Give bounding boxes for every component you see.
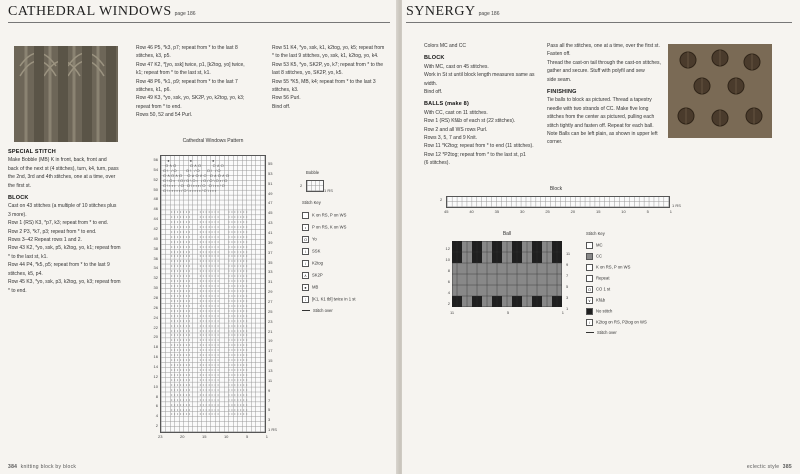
instructions-col-2: Row 46 P5, *k3, p7; repeat from * to the last 8 stitches, k3, p5. Row 47 K2, *[yo, ssk] twice, p1, [k2tog, yo] twice, k1; repeat from * to the last st, k1. Row 48 P6, *k1, p9; repeat from * to the last 7 stitches, k1, p6. Row 49 K3, *yo, ssk, yo, SK2P, yo, k2tog, yo, k3; repeat from * to end. Rows 50, 52 and 54 Purl. [136,45,245,119]
stitch-key-title: Stitch Key [302,200,321,205]
synergy-instructions-col-2: Pass all the stitches, one at a time, over the first st. Fasten off. Thread the cast-on tail through the cast-on stitches, gather and secure. Stuff with polyfil and sew side seam. FINISHING Tie balls to block as pictured. Thread a tapestry needle with two strands of CC. Make five long stitches from the center as pictured, pulling each stitch tightly and fasten off. Repeat for each ball. Note Balls can be left plain, as shown in upper left corner. [547,42,673,147]
ball-chart-grid [452,241,562,307]
stitch-over-line-icon [586,332,594,333]
synergy-instructions-col-1: Colors MC and CC BLOCK With MC, cast on 45 stitches. Work in St st until block length measures same as width. Bind off. BALLS (make 8) With CC, cast on 11 stitches. Row 1 (RS) Kf&b of each st (22 stitches). Row 2 and all WS rows Purl. Rows 3, 5, 7 and 9 Knit. Row 11 *K2tog; repeat from * to end (11 stitches). Row 12 *P2tog; repeat from * to the last st, p1 (6 stitches). [424,42,548,168]
ball-chart-left-numbers: 12 10 8 6 4 2 [445,246,450,306]
title-rule [8,22,390,23]
stitch-key-item: ■ No stitch [586,308,612,315]
stitch-key-item: Stitch over [302,308,333,313]
special-stitch-heading: SPECIAL STITCH [8,149,56,155]
stitch-key-item: / K2tog [302,260,323,267]
chart-top-motifs: ● ● ● O∧O O∧O O∧O O\ /O O\ /O O\ /O O∧O∧O O∧O∧O O∧O∧O O\O• /O/O\O• /O/O\O•/O O\••• /O O\•••/O O\••/O O\•••••/O\•••••/O\••• [163,158,230,193]
ball-chart-bottom-numbers: 11 5 1 [450,310,564,315]
synergy-swatch-photo [668,44,772,138]
right-footer: eclectic style 385 [746,464,792,470]
bobble-title: Bobble [306,170,320,175]
finishing-heading: FINISHING [547,89,577,96]
left-page: CATHEDRAL WINDOWS page 186 SPECIAL STITCH Make Bobble (MB) K in front, back, front and back of the next st (4 stitches), turn, k4, turn, pass the 2nd, 3rd and 4th stitches, one at a time, over the first st. BLOCK Cast on 43 stitches (a multiple of 10 stitches plus 3 more). Row 1 (RS) K3, *p7, k3; repeat from * to end. Row 2 P3, *k7, p3; repeat from * to end. Rows 3–42 Repeat rows 1 and 2. Row 43 K2, *yo, ssk, p5, k2tog, yo, k1; repeat from * to the last st, k1. Row 44 P4, *k5, p5; repeat from * to the last 9 stitches, k5, p4. Row 45 K3, *yo, ssk, p3, k2tog, yo, k3; repeat from * to end. Row 46 P5, *k3, p7; repeat from * to the last 8 stitches, k3, p5. Row 47 K2, *[yo, ssk] twice, p1, [k2tog, yo] twice, k1; repeat from * to the last st, k1. Row 48 P6, *k1, p9; repeat from * to the last 7 stitches, k1, p6. Row 49 K3, *yo, ssk, yo, SK2P, yo, k2tog, yo, k3; repeat from * to end. Rows 50, 52 and 54 Purl. Row 51 K4, *yo, ssk, k1, k2tog, yo, k5; repeat from * to the last 9 stitches, yo, ssk, k1, k2tog, yo, k4. Row 53 K5, *yo, SK2P, yo, k7; repeat from * to the last 8 stitches, yo, SK2P, yo, k5. Row 55 *K5, MB, k4; repeat from * to the last 3 stitches, k3. Row 56 Purl. Bind off. Cathedral Windows Pattern ● ● ● O∧O O∧O O∧O O\ /O O\ /O O\ /O O∧O∧O O∧O∧O O∧O∧O O\O• /O/O\O• /O/O\O•/O O\••• /O O\•••/O O\••/O O\•••••/O\•••••/O\••• ••••••• ••••••• ••••••• ••••••• ••••••• ••••••• ••••••• ••••••• ••••••• ••••••• ••••••• ••••••• ••••••• ••••••• ••••••• ••••••• ••••••• ••••••• ••••••• ••••••• ••••••• ••••••• ••••••• ••••••• ••••••• ••••••• ••••••• ••••••• ••••••• ••••••• ••••••• ••••••• ••••••• ••••••• ••••••• ••••••• ••••••• ••••••• ••••••• ••••••• ••••••• ••••••• ••••••• ••••••• ••••••• ••••••• ••••••• ••••••• ••••••• ••••••• ••••••• ••••••• ••••••• ••••••• ••••••• ••••••• ••••••• ••••••• ••••••• ••••••• ••••••• ••••••• ••••••• ••••••• ••••••• ••••••• ••••••• ••••••• ••••••• ••••••• ••••••• ••••••• ••••••• ••••••• ••••••• ••••••• ••••••• ••••••• ••••••• ••••••• ••••••• ••••••• ••••••• ••••••• ••••••• ••••••• ••••••• ••••••• ••••••• ••••••• ••••••• ••••••• ••••••• ••••••• ••••••• ••••••• ••••••• ••••••• ••••••• ••••••• ••••••• ••••••• ••••••• ••••••• ••••••• ••••••• ••••••• ••••••• ••••••• ••••••• ••••••• ••••••• ••••••• ••••••• ••••••• ••••••• ••••••• ••••••• ••••••• ••••••• ••••••• ••••••• ••••••• ••••••• ••••••• ••••••• 56 54 52 50 48 46 44 42 40 38 36 34 32 30 28 26 24 22 20 18 16 14 12 10 8 6 4 2 55 53 51 49 47 45 43 41 39 37 35 33 31 29 27 25 23 21 19 17 15 13 11 9 7 5 3 1 RS 23 20 15 10 5 1 Bobble 2 1 RS Stitch Key K on RS, P on WS • P on RS, K on WS O Yo \ SSK / K2tog ∧ SK2P ● MB ⁞ [K1, K1 tbl] twice in 1 st Stitch over 384 knitting block by block [0,0,398,474]
stitch-key-item: O Yo [303,236,317,242]
block-chart-title: Block [549,186,563,192]
block-chart-bottom-numbers: 45 40 35 30 25 20 15 10 5 1 [444,209,672,214]
stitch-key-item: ● MB [302,284,318,291]
page-ref: page 186 [174,11,196,17]
chart-bottom-stitch-numbers: 23 20 15 10 5 1 [158,434,268,439]
chart-left-row-numbers: 56 54 52 50 48 46 44 42 40 38 36 34 32 30 28 26 24 22 20 18 16 14 12 10 8 6 4 2 [153,157,158,429]
stitch-key-title: Stitch Key [586,231,605,236]
stitch-key-item: ■ CC [586,253,602,260]
stitch-key-item: \ SSK [302,248,320,255]
cathedral-windows-chart-grid [160,155,266,433]
stitch-key-item: O CO 1 st [587,286,611,292]
block-heading: BLOCK [8,195,29,202]
ball-chart-title: Ball [502,231,512,237]
instructions-col-3: Row 51 K4, *yo, ssk, k1, k2tog, yo, k5; repeat from * to the last 9 stitches, yo, ssk, k1, k2tog, yo, k4. Row 53 K5, *yo, SK2P, yo, k7; repeat from * to the last 8 stitches, yo, SK2P, yo, k5. Row 55 *K5, MB, k4; repeat from * to the last 3 stitches, k3. Row 56 Purl. Bind off. [272,45,385,110]
stitch-key-item: Stitch over [586,330,617,335]
stitch-key-item: ∧ SK2P [302,272,323,279]
stitch-key-item: K on RS, P on WS [302,212,346,219]
stitch-key-item: K on RS, P on WS [586,264,630,271]
stitch-key-item: Repeat [586,275,610,282]
pattern-title-cathedral-windows: CATHEDRAL WINDOWS page 186 [8,4,196,19]
bobble-chart-grid [306,180,324,192]
right-page: SYNERGY page 186 Colors MC and CC BLOCK With MC, cast on 45 stitches. Work in St st until block length measures same as width. Bind off. BALLS (make 8) With CC, cast on 11 stitches. Row 1 (RS) Kf&b of each st (22 stitches). Row 2 and all WS rows Purl. Rows 3, 5, 7 and 9 Knit. Row 11 *K2tog; repeat from * to end (11 stitches). Row 12 *P2tog; repeat from * to the last st, p1 (6 stitches). Pass all the stitches, one at a time, over the first st. Fasten off. Thread the cast-on tail through the cast-on stitches, gather and secure. Stuff with polyfil and sew side seam. FINISHING Tie balls to block as pictured. Thread a tapestry needle with two strands of CC. Make five long stitches from the center as pictured, pulling each stitch tightly and fasten off. Repeat for each ball. Note Balls can be left plain, as shown in upper left corner. Block 2 1 RS 45 40 35 30 25 20 15 10 5 1 Ball 12 10 8 6 4 2 11 9 7 5 3 1 11 5 1 Stitch Key MC ■ CC K on RS, P on WS Repeat O CO 1 st ∨ Kf&b ■ No stitch / K2tog on RS, P2tog on WS Stitch over eclectic style 385 [402,0,800,474]
balls-heading: BALLS (make 8) [424,101,469,108]
chart-title: Cathedral Windows Pattern [182,138,244,144]
stitch-key-item: ⁞ [K1, K1 tbl] twice in 1 st [302,296,356,303]
stitch-key-item: ∨ Kf&b [586,297,605,304]
block-heading: BLOCK [424,55,445,62]
page-ref: page 186 [478,11,500,17]
pattern-title-synergy: SYNERGY page 186 [406,4,500,19]
stitch-over-line-icon [302,310,310,311]
stitch-key-item: MC [586,242,603,249]
special-stitch-section: SPECIAL STITCH Make Bobble (MB) K in front, back, front and back of the next st (4 stitches), turn, k4, turn, pass the 2nd, 3rd and 4th stitches, one at a time, over the first st. BLOCK Cast on 43 stitches (a multiple of 10 stitches plus 3 more). Row 1 (RS) K3, *p7, k3; repeat from * to end. Row 2 P3, *k7, p3; repeat from * to end. Rows 3–42 Repeat rows 1 and 2. Row 43 K2, *yo, ssk, p5, k2tog, yo, k1; repeat from * to the last st, k1. Row 44 P4, *k5, p5; repeat from * to the last 9 stitches, k5, p4. Row 45 K3, *yo, ssk, p3, k2tog, yo, k3; repeat from * to end. [8,148,130,295]
stitch-key-item: • P on RS, K on WS [302,224,346,231]
left-footer: 384 knitting block by block [8,464,77,470]
block-chart-grid [446,196,670,208]
stitch-key-item: / K2tog on RS, P2tog on WS [586,319,647,326]
title-rule [406,22,792,23]
cathedral-windows-swatch-photo [14,46,118,142]
chart-right-row-numbers: 55 53 51 49 47 45 43 41 39 37 35 33 31 29 27 25 23 21 19 17 15 13 11 9 7 5 3 1 RS [268,161,277,433]
ball-chart-right-numbers: 11 9 7 5 3 1 [566,251,571,311]
chart-purl-columns: ••••••• ••••••• ••••••• ••••••• ••••••• ••••••• ••••••• ••••••• ••••••• ••••••• ••••••• ••••••• ••••••• ••••••• ••••••• ••••••• ••••••• ••••••• ••••••• ••••••• ••••••• ••••••• ••••••• ••••••• ••••••• ••••••• ••••••• ••••••• ••••••• ••••••• ••••••• ••••••• ••••••• ••••••• ••••••• ••••••• ••••••• ••••••• ••••••• ••••••• ••••••• ••••••• ••••••• ••••••• ••••••• ••••••• ••••••• ••••••• ••••••• ••••••• ••••••• ••••••• ••••••• ••••••• ••••••• ••••••• ••••••• ••••••• ••••••• ••••••• ••••••• ••••••• ••••••• ••••••• ••••••• ••••••• ••••••• ••••••• ••••••• ••••••• ••••••• ••••••• ••••••• ••••••• ••••••• ••••••• ••••••• ••••••• ••••••• ••••••• ••••••• ••••••• ••••••• ••••••• ••••••• ••••••• ••••••• ••••••• ••••••• ••••••• ••••••• ••••••• ••••••• ••••••• ••••••• ••••••• ••••••• ••••••• ••••••• ••••••• ••••••• ••••••• ••••••• ••••••• ••••••• ••••••• ••••••• ••••••• ••••••• ••••••• ••••••• ••••••• ••••••• ••••••• ••••••• ••••••• ••••••• ••••••• ••••••• ••••••• ••••••• ••••••• ••••••• ••••••• ••••••• ••••••• [163,210,249,417]
